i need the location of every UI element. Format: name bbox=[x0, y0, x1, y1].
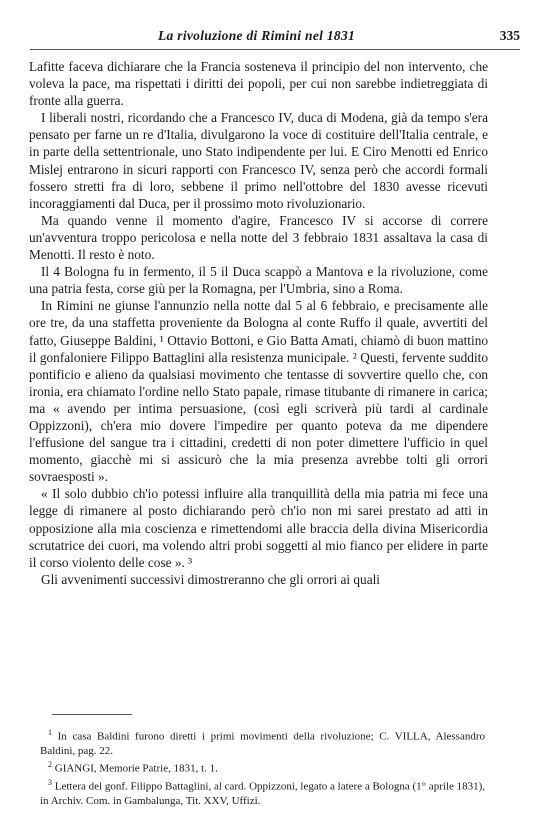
running-header bbox=[30, 28, 520, 50]
footnote-rule bbox=[52, 714, 132, 715]
footnote-number: 3 bbox=[48, 778, 52, 788]
paragraph: Ma quando venne il momento d'agire, Francesco IV si accorse di correre un'avventura troppo pericolosa e nella notte del 3 febbraio 1831 assaltava la casa di Menotti. Il resto è noto. bbox=[29, 212, 488, 263]
footnotes bbox=[40, 726, 485, 808]
footnote-number: 1 bbox=[48, 728, 52, 737]
footnote-text: Lettera del gonf. Filippo Battaglini, al card. Oppizzoni, legato a latere a Bologna (1° aprile 1831), in Archiv. Com. in Gambalunga, Tit. XXV, Uffizi. bbox=[40, 780, 486, 808]
paragraph: « Il solo dubbio ch'io potessi influire alla tranquillità della mia patria mi fece una legge di rimanere al posto dichiarando però ch'io non mi sarei prestato ad atti in opposizione alla mia coscienza e rimettendomi alle braccia della divina Misericordia scrutatrice dei cuori, ma volendo altri probi soggetti al mio fianco per elidere in parte il corso violento delle cose ». ³ bbox=[29, 486, 488, 570]
footnote-number: 2 bbox=[48, 760, 52, 770]
footnote bbox=[40, 776, 485, 808]
paragraph: In Rimini ne giunse l'annunzio nella notte dal 5 al 6 febbraio, e precisamente alle ore tre, da una staffetta proveniente da Bologna al conte Ruffo il quale, avvertiti del fatto, Giuseppe Baldini, ¹ Ottavio Bottoni, e Gio Batta Amati, chiamò di buon mattino il gonfaloniere Filippo Battaglini alla resistenza municipale. ² Questi, fervente suddito pontificio e alieno da qualsiasi movimento che tentasse di sovvertire quello che, con ironia, era chiamato l'ordine nello Stato papale, rimase titubante di rimanere in carica; ma « avendo per intima persuasione, (così egli scriverà più tardi al cardinale Oppizzoni), ch'era mio dovere l'impedire per quanto poteva da me dipendere l'effusione del sangue tra i cittadini, credetti di non poter dimettere l'ufficio in quel momento, giacchè mi si assicurò che la mia presenza avrebbe tolti gli orrori sovraesposti ». bbox=[29, 298, 488, 485]
page-number: 335 bbox=[499, 28, 520, 43]
body-text bbox=[29, 58, 488, 588]
footnote-text: In casa Baldini furono diretti i primi movimenti della rivoluzione; C. VILLA, Alessandro Baldini, pag. 22. bbox=[40, 730, 485, 757]
running-title: La rivoluzione di Rimini nel 1831 bbox=[158, 28, 356, 43]
footnote bbox=[40, 758, 485, 776]
paragraph: Il 4 Bologna fu in fermento, il 5 il Duca scappò a Mantova e la rivoluzione, come una patria festa, corse giù per la Romagna, per l'Umbria, sino a Roma. bbox=[29, 264, 488, 297]
footnote bbox=[40, 726, 485, 758]
paragraph: Gli avvenimenti successivi dimostreranno che gli orrori ai quali bbox=[41, 571, 380, 587]
header-rule bbox=[30, 49, 520, 50]
paragraph: I liberali nostri, ricordando che a Francesco IV, duca di Modena, già da tempo s'era pensato per farne un re d'Italia, divulgarono la voce di costituire dell'Italia centrale, e in parte della settentrionale, uno Stato indipendente per lui. E Ciro Menotti ed Enrico Mislej entrarono in sicuri rapporti con Francesco IV, senza però che accordi formali fossero stretti fra di loro, sebbene il primo nell'ottobre del 1830 avesse ricevuti incoraggiamenti dal Duca, per il prossimo moto rivoluzionario. bbox=[29, 110, 488, 211]
paragraph: Lafitte faceva dichiarare che la Francia sosteneva il principio del non intervento, che voleva la pace, ma rispettati i diritti dei popoli, per cui non sarebbe indietreggiata di fronte alla guerra. bbox=[29, 59, 488, 109]
footnote-text: GIANGI, Memorie Patrie, 1831, t. 1. bbox=[54, 762, 218, 775]
